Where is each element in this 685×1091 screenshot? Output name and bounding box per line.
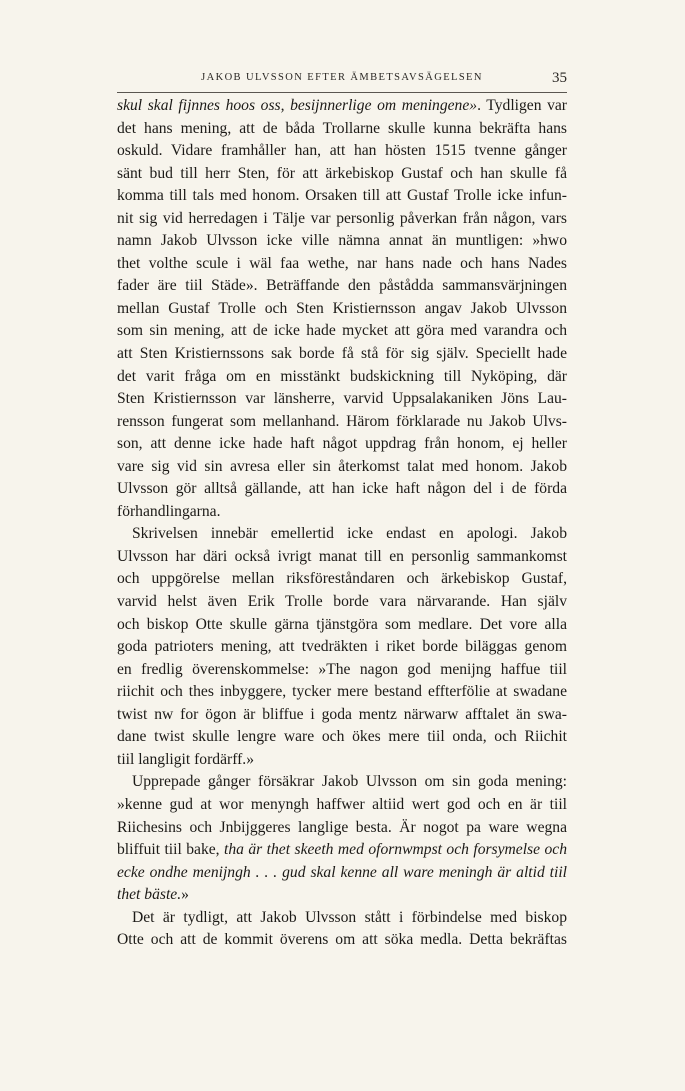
line-text: Ulvsson har däri också ivrigt manat till en personlig sammankomst (117, 547, 567, 565)
text-line (117, 456, 567, 479)
text-line (117, 929, 567, 952)
line-text: Det är tydligt, att Jakob Ulvsson stått i förbindelse med biskop (132, 908, 567, 926)
text-line (117, 749, 567, 772)
text-line (117, 523, 567, 546)
italic-quote: tha är thet skeeth med ofornwmpst och forsymelse och (224, 841, 567, 859)
line-text: rensson fungerat som mellanhand. Härom förklarade nu Jakob Ulvs- (117, 412, 567, 430)
text-line (117, 614, 567, 637)
text-line (117, 118, 567, 141)
text-line (117, 591, 567, 614)
line-text: »kenne gud at wor menyngh haffwer altiid wert god och en är tiil (117, 795, 567, 813)
line-text: Skrivelsen innebär emellertid icke endast en apologi. Jakob (132, 525, 567, 543)
text-line (117, 546, 567, 569)
line-text: son, att denne icke hade haft något uppdrag från honom, ej heller (117, 435, 567, 453)
page-header (117, 70, 567, 93)
line-text: en fredlig överenskommelse: »The nagon god menijng haffue tiil (117, 660, 567, 678)
text-line (117, 320, 567, 343)
line-text: goda patrioters mening, att tvedräkten i riket borde biläggas genom (117, 638, 567, 656)
line-text: Ulvsson gör alltså gällande, att han icke haft någon del i de förda (117, 480, 567, 498)
line-text: mellan Gustaf Trolle och Sten Kristiernsson angav Jakob Ulvsson (117, 299, 567, 317)
line-text: namn Jakob Ulvsson icke ville nämna annat än muntligen: »hwo (117, 232, 567, 250)
text-line (117, 862, 567, 885)
text-line (117, 704, 567, 727)
line-text: Sten Kristiernsson var länsherre, varvid Uppsalakaniken Jöns Lau- (117, 390, 567, 408)
page-number: 35 (552, 70, 567, 86)
text-line (117, 907, 567, 930)
line-text: komma till tals med honom. Orsaken till att Gustaf Trolle icke infun- (117, 187, 567, 205)
italic-quote: thet bäste. (117, 886, 182, 904)
line-text: vare sig vid sin avresa eller sin återkomst talat med honom. Jakob (117, 457, 567, 475)
line-text: varvid helst även Erik Trolle borde vara närvarande. Han själv (117, 593, 567, 611)
line-text: det varit fråga om en misstänkt budskickning till Nyköping, där (117, 367, 567, 385)
text-line (117, 794, 567, 817)
line-text: som sin mening, att de icke hade mycket att göra med varandra och (117, 322, 567, 340)
line-text: riichit och thes inbyggere, tycker mere bestand effterfölie at swadane (117, 683, 567, 701)
text-line (117, 726, 567, 749)
running-title: JAKOB ULVSSON EFTER ÄMBETSAVSÄGELSEN (201, 72, 483, 83)
line-text: fader äre tiil Städe». Beträffande den påstådda sammansvärjningen (117, 277, 567, 295)
text-line (117, 275, 567, 298)
line-text: nit sig vid herredagen i Tälje var personlig påverkan från någon, vars (117, 209, 567, 227)
text-line (117, 185, 567, 208)
text-line (117, 817, 567, 840)
line-text: Riichesins och Jnbijggeres langlige besta. Är nogot pa ware wegna (117, 818, 567, 836)
line-text: förhandlingarna. (117, 502, 221, 520)
text-line (117, 163, 567, 186)
text-line (117, 659, 567, 682)
text-line (117, 568, 567, 591)
text-line (117, 839, 567, 862)
italic-quote: ecke ondhe menijngh . . . gud skal kenne all ware meningh är altid tiil (117, 863, 567, 881)
line-text: att Sten Kristiernssons sak borde få stå för sig själv. Speciellt hade (117, 345, 567, 363)
text-line (117, 681, 567, 704)
text-line (117, 411, 567, 434)
text-line (117, 433, 567, 456)
text-line (117, 501, 567, 524)
text-line (117, 771, 567, 794)
text-line (117, 253, 567, 276)
body-text (117, 95, 567, 952)
line-text: . Tydligen var (477, 97, 567, 114)
text-line (117, 478, 567, 501)
line-text: och biskop Otte skulle gärna tjänstgöra som medlare. Det vore alla (117, 615, 567, 633)
text-line (117, 636, 567, 659)
text-line (117, 95, 567, 118)
line-text: och uppgörelse mellan riksföreståndaren och ärkebiskop Gustaf, (117, 570, 567, 588)
text-line (117, 388, 567, 411)
text-line (117, 884, 567, 907)
line-text: bliffuit tiil bake, (117, 841, 225, 859)
text-line (117, 208, 567, 231)
line-text: det hans mening, att de båda Trollarne skulle kunna bekräfta hans (117, 119, 567, 137)
line-text: tiil langligit fordärff.» (117, 750, 254, 768)
text-line (117, 343, 567, 366)
italic-quote: skul skal fijnnes hoos oss, besijnnerlige om meningene» (117, 97, 478, 114)
text-line (117, 366, 567, 389)
line-text: Upprepade gånger försäkrar Jakob Ulvsson om sin goda mening: (132, 773, 567, 791)
line-text: dane twist skulle lengre ware och ökes mere tiil onda, och Riichit (117, 728, 567, 746)
text-line (117, 230, 567, 253)
line-text: oskuld. Vidare framhåller han, att han hösten 1515 tvenne gånger (117, 142, 567, 160)
line-text: Otte och att de kommit överens om att söka medla. Detta bekräftas (117, 931, 567, 949)
text-line (117, 298, 567, 321)
line-text: twist nw for ögon är bliffue i goda mentz närwarw afftalet än swa- (117, 705, 567, 723)
line-text: sänt bud till herr Sten, för att ärkebiskop Gustaf och han skulle få (117, 164, 567, 182)
text-line (117, 140, 567, 163)
line-text: » (181, 886, 189, 904)
line-text: thet volthe scule i wäl faa wethe, nar hans nade och hans Nades (117, 254, 567, 272)
